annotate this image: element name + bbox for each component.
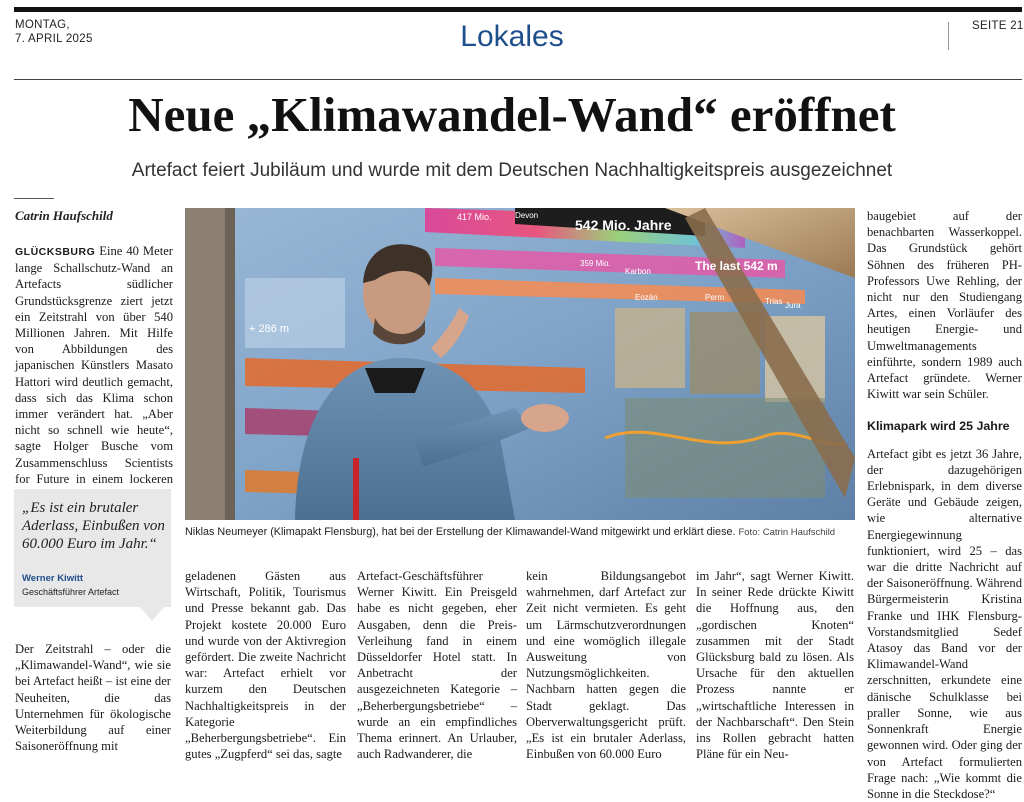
wall-label: Trias xyxy=(765,297,783,306)
subheadline: Artefact feiert Jubiläum und wurde mit dem Deutschen Nachhaltigkeitspreis ausgezeichnet xyxy=(131,160,893,181)
pull-quote-role: Geschäftsführer Artefact xyxy=(22,587,120,597)
article-column-3 xyxy=(357,568,517,762)
page-divider xyxy=(948,22,949,50)
column-1-text: Der Zeitstrahl – oder die „Klimawandel-Wand“, wie sie bei Artefact heißt – ist eine der Neuheiten, die das Unternehmen für ökologische Weiterbildung auf einer Saisoneröffnung mit xyxy=(15,642,171,754)
section-title: Lokales xyxy=(460,20,564,53)
intro-text: Eine 40 Meter lange Schallschutz-Wand an Artefacts südlicher Grundstücksgrenze ziert jetzt ein Zeitstrahl von über 540 Millionen Jahren. Mit Hilfe von Abbildungen des japanischen Künstlers Masato Hattori wird deutlich gemacht, dass sich das Klima schon immer verändert hat. „Aber nicht so schnell wie heute“, sagte Holger Busche vom Zusammenschluss Scientists for Future in einem lockeren xyxy=(15,244,173,486)
weekday: MONTAG, xyxy=(15,19,70,31)
column-2-text: geladenen Gästen aus Wirtschaft, Politik, Tourismus und Presse bekannt gab. Das Projekt kostete 20.000 Euro und wurde von der Aktivregion gefördert. Die zweite Nachricht war: Artefact erhielt vor kurzem den Deutschen Nachhaltigkeitspreis in der Kategorie „Beherbergungsbetriebe“. Ein gutes „Zugpferd“ sei das, sagte xyxy=(185,569,346,762)
article-column-6 xyxy=(867,208,1022,802)
subheading: Klimapark wird 25 Jahre xyxy=(867,419,1010,434)
article-column-4 xyxy=(526,568,686,762)
wall-label: Karbon xyxy=(625,267,651,276)
column-4-text: kein Bildungsangebot wahrnehmen, darf Artefact zur Zeit nicht vermieten. Es geht um Lärmschutzverordnungen und eine womöglich illegale Ausweitung von Nutzungsmöglichkeiten. Nachbarn hatten gegen die Stadt geklagt. Das Oberverwaltungsgericht prüft. „Es ist ein brutaler Aderlass, Einbußen von 60.000 Euro xyxy=(526,569,686,762)
author-byline: Catrin Haufschild xyxy=(15,208,113,223)
wall-label: 359 Mio. xyxy=(580,259,611,268)
pull-quote-text: „Es ist ein brutaler Aderlass, Einbußen von 60.000 Euro im Jahr.“ xyxy=(22,500,165,552)
wall-label: 417 Mio. xyxy=(457,212,492,222)
wall-label: Devon xyxy=(515,211,539,220)
article-column-1 xyxy=(15,641,171,754)
photo-credit: Foto: Catrin Haufschild xyxy=(738,527,836,538)
date: 7. APRIL 2025 xyxy=(15,33,93,45)
pull-quote-tail xyxy=(140,607,164,621)
header-rule xyxy=(14,79,1022,80)
dateline: GLÜCKSBURG xyxy=(15,246,96,258)
column-5-text: im Jahr“, sagt Werner Kiwitt. In seiner Rede drückte Kiwitt die Hoffnung aus, den „gordischen Knoten“ zusammen mit der Stadt Glücksburg bald zu lösen. Als Ursache für den aktuellen Prozess nannte er „wirtschaftliche Interessen in der Nachbarschaft“. Den Stein ins Rollen gebracht hatten Pläne für ein Neu- xyxy=(696,569,854,762)
photo-caption xyxy=(185,526,855,538)
wall-label: + 286 m xyxy=(249,323,290,335)
top-rule xyxy=(14,7,1022,12)
wall-label: Perm xyxy=(705,293,725,302)
article-column-2 xyxy=(185,568,346,762)
wall-label: The last 542 m xyxy=(695,259,778,273)
headline: Neue „Klimawandel-Wand“ eröffnet xyxy=(128,87,896,142)
wall-label: 542 Mio. Jahre xyxy=(575,217,672,233)
caption-text: Niklas Neumeyer (Klimapakt Flensburg), hat bei der Erstellung der Klimawandel-Wand mitgewirkt und erklärt diese. xyxy=(185,526,736,538)
pull-quote-name: Werner Kiwitt xyxy=(22,573,84,584)
pull-quote-box xyxy=(14,489,171,607)
column-6-text-1: baugebiet auf der benachbarten Wasserkoppel. Das Grundstück gehört Söhnen des früheren PH-Professors Uwe Rehling, der nicht nur den Studiengang Artes, einen Vorläufer des heutigen Energie- und Umweltmanagements einführte, sondern 1989 auch Artefact gründete. Werner Kiwitt war sein Schüler. xyxy=(867,209,1022,402)
column-3-text: Artefact-Geschäftsführer Werner Kiwitt. Ein Preisgeld habe es nicht gegeben, eher Ausgaben, denn die Preis-Verleihung fand in einem Düsseldorfer Hotel statt. In Anbetracht der ausgezeichneten Kategorie – „Beherbergungsbetriebe“ – wurde an ein empfindliches Thema erinnert. An Urlauber, auch Radwanderer, die xyxy=(357,569,517,762)
wall-label: Eozän xyxy=(635,293,658,302)
article-intro xyxy=(15,243,173,503)
article-column-5 xyxy=(696,568,854,762)
article-photo xyxy=(185,208,855,520)
subheadline-rule xyxy=(14,198,54,199)
page-number: SEITE 21 xyxy=(972,20,1024,32)
climate-wall-photo xyxy=(185,208,855,520)
wall-label: Jura xyxy=(785,301,801,310)
column-6-text-2: Artefact gibt es jetzt 36 Jahre, der dazugehörigen Erlebnispark, in dem diverse Geräte und Gebäude zeigen, wie alternative Energiegewinnung funktioniert, wird 25 – das war die dritte Nachricht auf der Saisoneröffnung. Während Bürgermeisterin Kristina Franke und IHK Flensburg-Vorstandsmitglied Sedef Atasoy das Band vor der Klimawandel-Wand zerschnitten, erkundete eine dänische Schulklasse bei praller Sonne, wie aus Sonnenkraft Energie gewonnen wird. Oder ging der von Artefact formulierten Frage nach: „Wie kommt die Sonne in die Steckdose?“ xyxy=(867,446,1022,801)
